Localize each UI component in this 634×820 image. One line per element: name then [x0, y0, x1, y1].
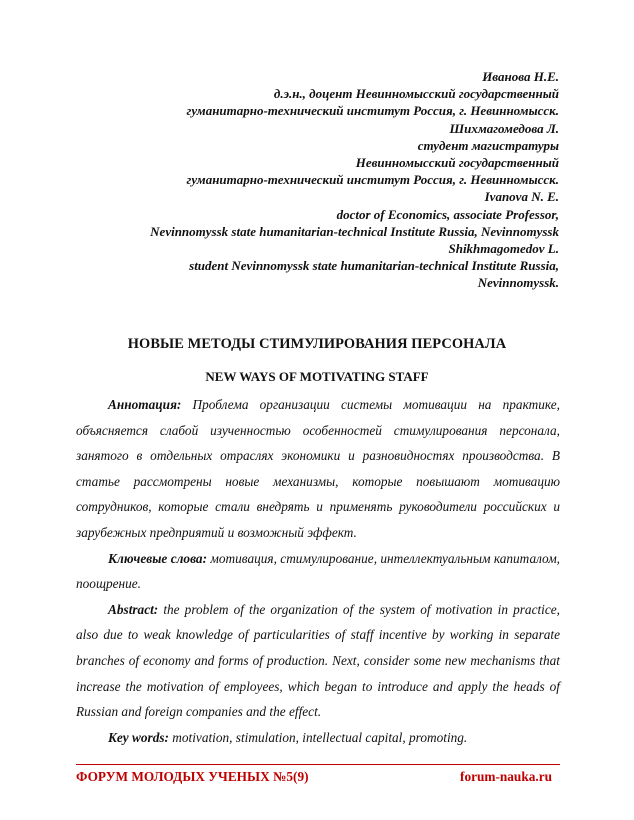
author-affiliation-line: гуманитарно-технический институт Россия, г. Невинномысск. — [186, 103, 559, 119]
author-affiliation-line: гуманитарно-технический институт Россия, г. Невинномысск. — [186, 172, 559, 188]
footer-divider — [76, 764, 560, 765]
annotation-text: Проблема организации системы мотивации на практике, объясняется слабой изученностью особенностей стимулирования персонала, занятого в отдельных отраслях экономики и разновидностях производства. В статье рассмотрены новые механизмы, которые повышают мотивацию сотрудников, которые стали внедрять и применять руководители российских и зарубежных предприятий и возможный эффект. — [76, 397, 560, 540]
article-title-en: NEW WAYS OF MOTIVATING STAFF — [205, 369, 429, 384]
keywords-en-label: Key words: — [108, 729, 169, 745]
author-name-ru-1: Иванова Н.Е. — [482, 69, 559, 84]
keywords-en-text: motivation, stimulation, intellectual capital, promoting. — [172, 729, 468, 745]
keywords-ru-paragraph — [76, 546, 560, 597]
article-body — [76, 392, 560, 750]
author-affiliations — [69, 68, 559, 292]
author-affiliation-line: student Nevinnomyssk state humanitarian-technical Institute Russia, — [189, 258, 559, 274]
author-name-en-2: Shikhmagomedov L. — [448, 241, 559, 257]
footer-site-link[interactable]: forum-nauka.ru — [460, 769, 552, 784]
author-name-en-1: Ivanova N. E. — [484, 189, 559, 205]
abstract-text: the problem of the organization of the system of motivation in practice, also due to weak knowledge of particularities of staff incentive by working in separate branches of economy and forms of production. Next, consider some new mechanisms that increase the motivation of employees, which began to introduce and apply the heads of Russian and foreign companies and the effect. — [76, 601, 560, 720]
keywords-ru-text: мотивация, стимулирование, интеллектуальным капиталом, поощрение. — [76, 550, 561, 592]
keywords-en-paragraph — [76, 725, 560, 751]
author-affiliation-line: Nevinnomyssk. — [477, 275, 559, 291]
author-affiliation-line: Невинномысский государственный — [355, 155, 559, 171]
keywords-ru-label: Ключевые слова: — [108, 550, 208, 566]
author-name-ru-2: Шихмагомедова Л. — [449, 120, 559, 136]
abstract-paragraph — [76, 597, 560, 725]
annotation-label: Аннотация: — [108, 397, 182, 412]
author-affiliation-line: doctor of Economics, associate Professor, — [336, 206, 559, 222]
article-title-ru: НОВЫЕ МЕТОДЫ СТИМУЛИРОВАНИЯ ПЕРСОНАЛА — [127, 336, 507, 352]
author-affiliation-line: д.э.н., доцент Невинномысский государственный — [273, 86, 559, 102]
abstract-label: Abstract: — [108, 601, 159, 617]
footer-journal-name: ФОРУМ МОЛОДЫХ УЧЕНЫХ №5(9) — [76, 769, 309, 784]
annotation-paragraph — [76, 392, 560, 546]
author-affiliation-line: Nevinnomyssk state humanitarian-technical Institute Russia, Nevinnomyssk — [150, 223, 559, 239]
author-affiliation-line: студент магистратуры — [417, 137, 559, 153]
